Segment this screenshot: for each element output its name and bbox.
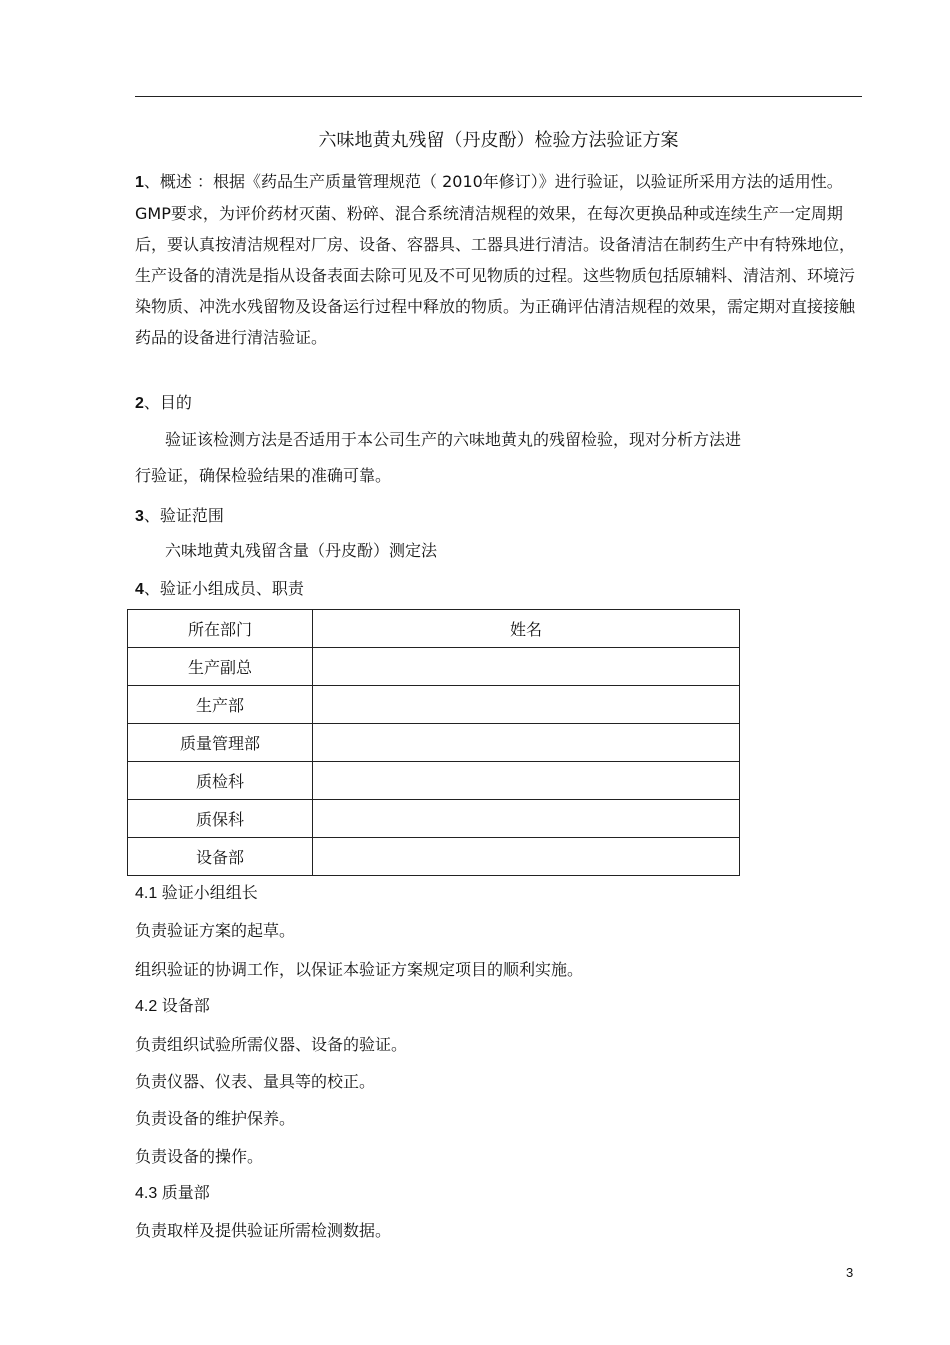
section-1-text: 、概述 ：根据《药品生产质量管理规范（ 2010年修订）》进行验证，以验证所采用方法的适用性。 GMP要求，为评价药材灭菌、粉碎、混合系统清洁规程的效果，在每次更换品种或连续生产一定周期后，要认真按清洁规程对厂房、设备、容器具、工器具进行清洁。设备清洁在制药生产中有特殊地位，生产设备的清洗是指从设备表面去除可见及不可见物质的过程。这些物质包括原辅料、清洁剂、环境污染物质、冲洗水残留物及设备运行过程中释放的物质。为正确评估清洁规程的效果，需定期对直接接触药品的设备进行清洁验证。 xyxy=(135,172,856,347)
section-2-number: 2 xyxy=(135,395,144,412)
table-cell-department: 设备部 xyxy=(128,838,313,876)
table-header-department: 所在部门 xyxy=(128,610,313,648)
table-cell-name xyxy=(313,724,740,762)
table-cell-name xyxy=(313,686,740,724)
section-2-line-2: 行验证，确保检验结果的准确可靠。 xyxy=(135,466,392,485)
header-rule xyxy=(135,96,862,97)
subsection-4-2-heading: 4.2 设备部 xyxy=(135,998,210,1015)
table-row xyxy=(128,838,740,876)
section-2-line-1: 验证该检测方法是否适用于本公司生产的六味地黄丸的残留检验，现对分析方法进 xyxy=(165,430,742,449)
section-3-number: 3 xyxy=(135,508,144,525)
section-3-line-1: 六味地黄丸残留含量（丹皮酚）测定法 xyxy=(165,541,438,560)
section-3-title: 、验证范围 xyxy=(143,506,224,525)
subsection-4-2-item: 负责仪器、仪表、量具等的校正。 xyxy=(135,1072,376,1091)
section-4-heading xyxy=(135,577,304,602)
subsection-4-2-item: 负责组织试验所需仪器、设备的验证。 xyxy=(135,1035,408,1054)
section-2-heading xyxy=(135,391,192,416)
subsection-4-3-heading: 4.3 质量部 xyxy=(135,1185,210,1202)
section-4-number: 4 xyxy=(135,581,144,598)
section-1-number: 1 xyxy=(135,174,144,191)
table-cell-name xyxy=(313,838,740,876)
table-row xyxy=(128,686,740,724)
table-row xyxy=(128,648,740,686)
section-2-title: 、目的 xyxy=(143,393,192,412)
table-cell-department: 质量管理部 xyxy=(128,724,313,762)
table-cell-department: 生产部 xyxy=(128,686,313,724)
table-cell-name xyxy=(313,762,740,800)
document-title: 六味地黄丸残留（丹皮酚）检验方法验证方案 xyxy=(318,130,679,151)
members-table xyxy=(127,609,740,876)
table-row xyxy=(128,800,740,838)
page-number: 3 xyxy=(846,1265,854,1280)
table-header-row xyxy=(128,610,740,648)
section-3-heading xyxy=(135,504,224,529)
section-4-title: 、验证小组成员、职责 xyxy=(143,579,304,598)
table-header-name: 姓名 xyxy=(313,610,740,648)
table-cell-department: 质保科 xyxy=(128,800,313,838)
subsection-4-2-item: 负责设备的维护保养。 xyxy=(135,1109,296,1128)
table-cell-name xyxy=(313,648,740,686)
subsection-4-1-heading: 4.1 验证小组组长 xyxy=(135,885,258,902)
subsection-4-1-item: 负责验证方案的起草。 xyxy=(135,921,296,940)
subsection-4-2-item: 负责设备的操作。 xyxy=(135,1147,264,1166)
table-row xyxy=(128,762,740,800)
subsection-4-1-item: 组织验证的协调工作，以保证本验证方案规定项目的顺利实施。 xyxy=(135,960,584,979)
table-row xyxy=(128,724,740,762)
section-1-overview xyxy=(135,166,855,353)
table-cell-department: 质检科 xyxy=(128,762,313,800)
table-cell-department: 生产副总 xyxy=(128,648,313,686)
subsection-4-3-item: 负责取样及提供验证所需检测数据。 xyxy=(135,1221,392,1240)
table-cell-name xyxy=(313,800,740,838)
